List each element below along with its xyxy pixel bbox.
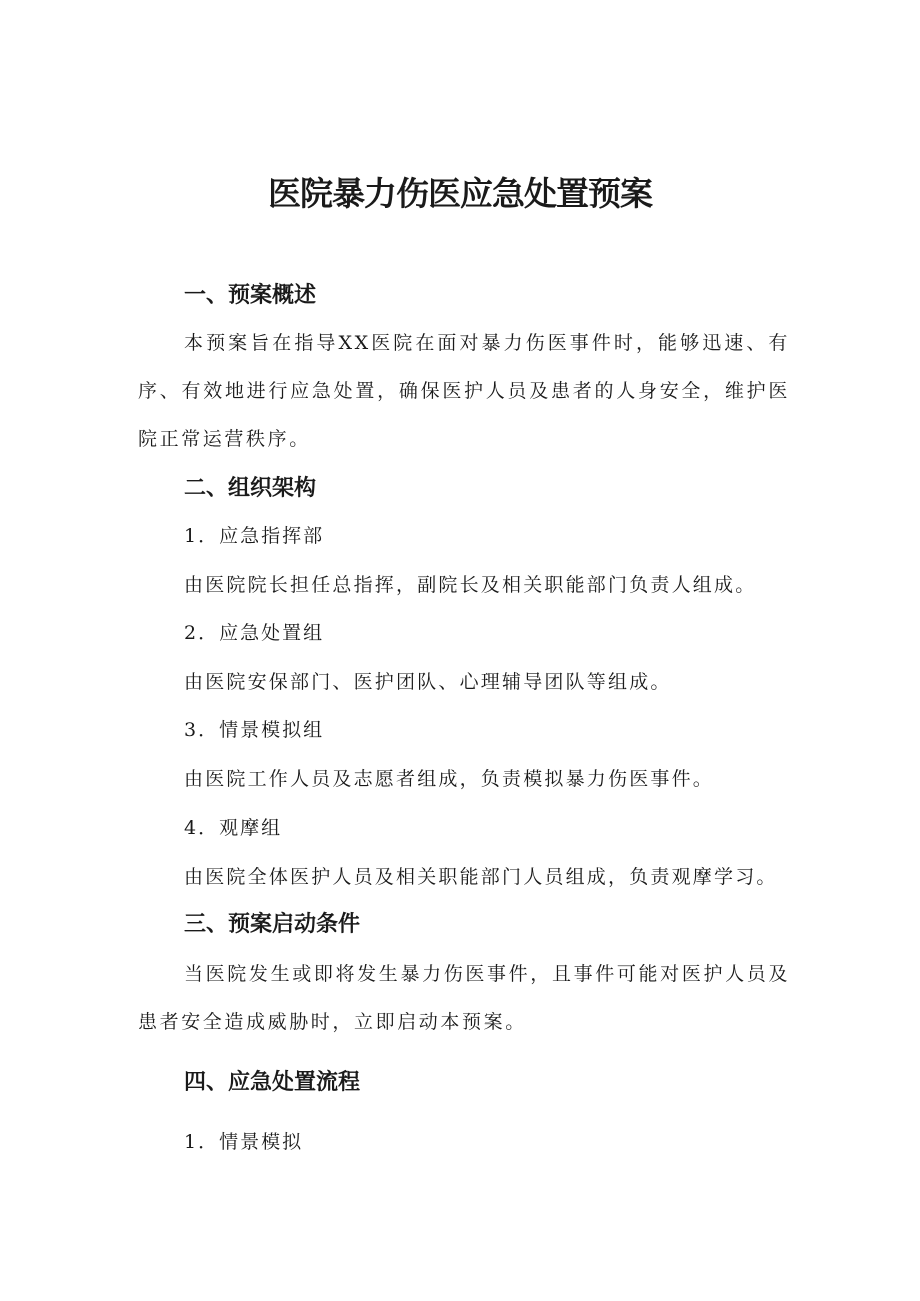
- document-title: 医院暴力伤医应急处置预案: [268, 174, 652, 213]
- org-item-text-observation: 由医院全体医护人员及相关职能部门人员组成，负责观摩学习。: [184, 866, 778, 888]
- org-item-label-simulation: 3．情景模拟组: [184, 719, 325, 741]
- org-item-text-simulation: 由医院工作人员及志愿者组成，负责模拟暴力伤医事件。: [184, 768, 715, 790]
- section-heading-organization: 二、组织架构: [184, 476, 317, 501]
- section-heading-procedure: 四、应急处置流程: [184, 1070, 361, 1095]
- section-heading-trigger: 三、预案启动条件: [184, 912, 361, 937]
- org-item-label-response: 2．应急处置组: [184, 622, 325, 644]
- org-item-label-observation: 4．观摩组: [184, 817, 283, 839]
- org-item-label-command: 1．应急指挥部: [184, 525, 325, 547]
- procedure-item-label-simulation: 1．情景模拟: [184, 1131, 304, 1153]
- section-body-overview: 本预案旨在指导XX医院在面对暴力伤医事件时，能够迅速、有序、有效地进行应急处置，确保医护人员及患者的人身安全，维护医院正常运营秩序。: [138, 332, 790, 450]
- org-item-text-command: 由医院院长担任总指挥，副院长及相关职能部门负责人组成。: [184, 574, 757, 596]
- section-body-trigger: 当医院发生或即将发生暴力伤医事件，且事件可能对医护人员及患者安全造成威胁时，立即启动本预案。: [138, 963, 790, 1033]
- org-item-text-response: 由医院安保部门、医护团队、心理辅导团队等组成。: [184, 671, 672, 693]
- section-heading-overview: 一、预案概述: [184, 283, 317, 308]
